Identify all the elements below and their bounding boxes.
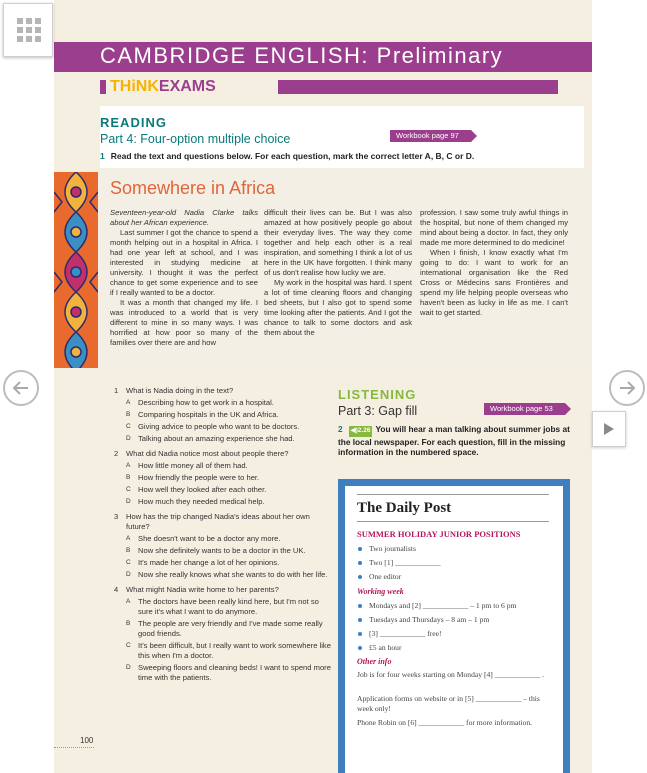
answer-option[interactable] — [126, 534, 332, 544]
think-exams-banner — [100, 78, 560, 96]
question-list — [114, 386, 332, 688]
option-text: The doctors have been really kind here, but I'm not so sure it's what I want to do anymore. — [138, 597, 319, 616]
other-info-1: Job is for four weeks starting on Monday [4] ____________ . — [357, 670, 545, 679]
page-grid-button[interactable] — [3, 3, 53, 57]
book-page — [54, 0, 592, 773]
next-page-button[interactable] — [609, 370, 645, 406]
option-letter: A — [126, 535, 131, 542]
article-column-2: difficult their lives can be. But I was also amazed at how positively people go about their everyday lives. The way they come together and help each other is a real inspiration, and something I think a lot of us here in the UK have forgotten. I think many of us don't realise how lucky we are. My work in the hospital was hard. I spent a lot of time cleaning floors and changing bed sheets, but I also got to spend some time looking after the patients. And I got the chance to talk to some doctors and ask them about the — [264, 208, 412, 337]
title-bar — [54, 42, 592, 72]
answer-option[interactable] — [126, 422, 332, 432]
arrow-right-icon — [614, 375, 640, 401]
answer-option[interactable] — [126, 497, 332, 507]
arrow-left-icon — [8, 375, 34, 401]
answer-option[interactable] — [126, 485, 332, 495]
positions-list: Two journalists Two [1] ____________ One editor — [357, 543, 553, 585]
article-column-1: Seventeen-year-old Nadia Clarke talks about her African experience. Last summer I got the chance to spend a month helping out in a hospital in Africa. I had one year left at school, and I was interested in studying medicine at university. I thought it was the perfect chance to get some experience and to see if I really wanted to be a doctor. It was a month that changed my life. I was introduced to a world that is very different to mine in so many ways. I was horrified at how poor so many of the families over there are and how — [110, 208, 258, 347]
option-text: How much they needed medical help. — [138, 497, 265, 506]
option-text: How little money all of them had. — [138, 461, 248, 470]
option-text: Comparing hospitals in the UK and Africa. — [138, 410, 279, 419]
question-item — [114, 386, 332, 444]
reading-part-title: Part 4: Four-option multiple choice — [100, 132, 291, 146]
answer-option[interactable] — [126, 663, 332, 683]
option-text: Describing how to get work in a hospital. — [138, 398, 274, 407]
option-letter: D — [126, 435, 131, 442]
option-letter: B — [126, 547, 131, 554]
option-letter: C — [126, 559, 131, 566]
question-item — [114, 449, 332, 507]
question-text: What is Nadia doing in the text? — [126, 386, 234, 395]
answer-option[interactable] — [126, 546, 332, 556]
option-letter: D — [126, 498, 131, 505]
option-letter: A — [126, 462, 131, 469]
option-text: Giving advice to people who want to be doctors. — [138, 422, 300, 431]
option-letter: D — [126, 664, 131, 671]
page-title: CAMBRIDGE ENGLISH: Preliminary — [100, 43, 504, 68]
option-letter: B — [126, 620, 131, 627]
answer-option[interactable] — [126, 398, 332, 408]
audio-track-icon[interactable]: ◀)2.26 — [349, 426, 373, 437]
question-text: What did Nadia notice most about people there? — [126, 449, 289, 458]
option-letter: A — [126, 598, 131, 605]
daily-post-notice — [338, 479, 570, 773]
question-number: 2 — [114, 449, 119, 458]
option-text: How friendly the people were to her. — [138, 473, 260, 482]
other-info-2: Application forms on website or in [5] ____________ – this week only! — [357, 694, 540, 713]
listening-part-title: Part 3: Gap fill — [338, 404, 418, 418]
play-icon — [602, 422, 616, 436]
workbook-page-badge: Workbook page 97 — [390, 130, 471, 142]
answer-option[interactable] — [126, 473, 332, 483]
african-pattern-image — [54, 172, 98, 368]
other-info-3: Phone Robin on [6] ____________ for more information. — [357, 718, 533, 727]
option-text: How well they looked after each other. — [138, 485, 267, 494]
answer-option[interactable] — [126, 461, 332, 471]
option-text: It's made her change a lot of her opinions. — [138, 558, 280, 567]
question-number: 1 — [114, 386, 119, 395]
option-text: Sweeping floors and cleaning beds! I want to spend more time with the patients. — [138, 663, 331, 682]
answer-option[interactable] — [126, 641, 332, 661]
question-number: 3 — [114, 512, 119, 521]
option-text: Now she definitely wants to be a doctor in the UK. — [138, 546, 306, 555]
reading-instruction: 1 Read the text and questions below. For each question, mark the correct letter A, B, C or D. — [100, 151, 475, 161]
option-letter: C — [126, 423, 131, 430]
article-column-3: profession. I saw some truly awful things in the hospital, but none of them changed my mind about being a doctor. In fact, they only made me more determined to do medicine! When I finish, I know exactly what I'm going to do: I want to work for an international organisation like the Red Cross or Médecins sans Frontières and spend my life helping people overseas who haven't been as lucky in life as me. I can't wait to get started. — [420, 208, 568, 317]
think-logo: THiNK — [110, 78, 159, 95]
answer-option[interactable] — [126, 558, 332, 568]
previous-page-button[interactable] — [3, 370, 39, 406]
option-letter: B — [126, 411, 131, 418]
question-text: What might Nadia write home to her parents? — [126, 585, 279, 594]
reading-heading: READING — [100, 115, 167, 130]
grid-icon — [17, 18, 41, 42]
daily-post-heading: SUMMER HOLIDAY JUNIOR POSITIONS — [357, 529, 521, 539]
listening-heading: LISTENING — [338, 387, 417, 402]
daily-post-title: The Daily Post — [357, 500, 452, 516]
page-number: 100 — [80, 736, 94, 745]
reading-section — [100, 106, 584, 168]
answer-option[interactable] — [126, 570, 332, 580]
option-letter: D — [126, 571, 131, 578]
workbook-page-badge: Workbook page 53 — [484, 403, 565, 415]
question-item — [114, 512, 332, 580]
option-letter: C — [126, 486, 131, 493]
option-text: It's been difficult, but I really want to work somewhere like this when I'm a doctor. — [138, 641, 331, 660]
option-text: Now she really knows what she wants to do with her life. — [138, 570, 328, 579]
answer-option[interactable] — [126, 410, 332, 420]
option-letter: B — [126, 474, 131, 481]
option-text: Talking about an amazing experience she had. — [138, 434, 295, 443]
question-number: 4 — [114, 585, 119, 594]
article — [54, 172, 592, 368]
other-info-label: Other info — [357, 657, 392, 666]
answer-option[interactable] — [126, 597, 332, 617]
option-text: She doesn't want to be a doctor any more. — [138, 534, 281, 543]
option-letter: A — [126, 399, 131, 406]
exams-label: EXAMS — [158, 78, 216, 95]
play-button[interactable] — [592, 411, 626, 447]
answer-option[interactable] — [126, 434, 332, 444]
question-text: How has the trip changed Nadia's ideas about her own future? — [126, 512, 310, 531]
listening-instruction: 2 ◀)2.26 You will hear a man talking about summer jobs at the local newspaper. For each question, fill in the missing information in the numbered space. — [338, 424, 570, 457]
answer-option[interactable] — [126, 619, 332, 639]
working-week-label: Working week — [357, 587, 404, 596]
option-letter: C — [126, 642, 131, 649]
question-item — [114, 585, 332, 683]
working-week-list: Mondays and [2] ____________ – 1 pm to 6 pm Tuesdays and Thursdays – 8 am – 1 pm [3] ____________ free! £5 an hour — [357, 600, 553, 656]
option-text: The people are very friendly and I've made some really good friends. — [138, 619, 323, 638]
article-title: Somewhere in Africa — [110, 178, 276, 198]
